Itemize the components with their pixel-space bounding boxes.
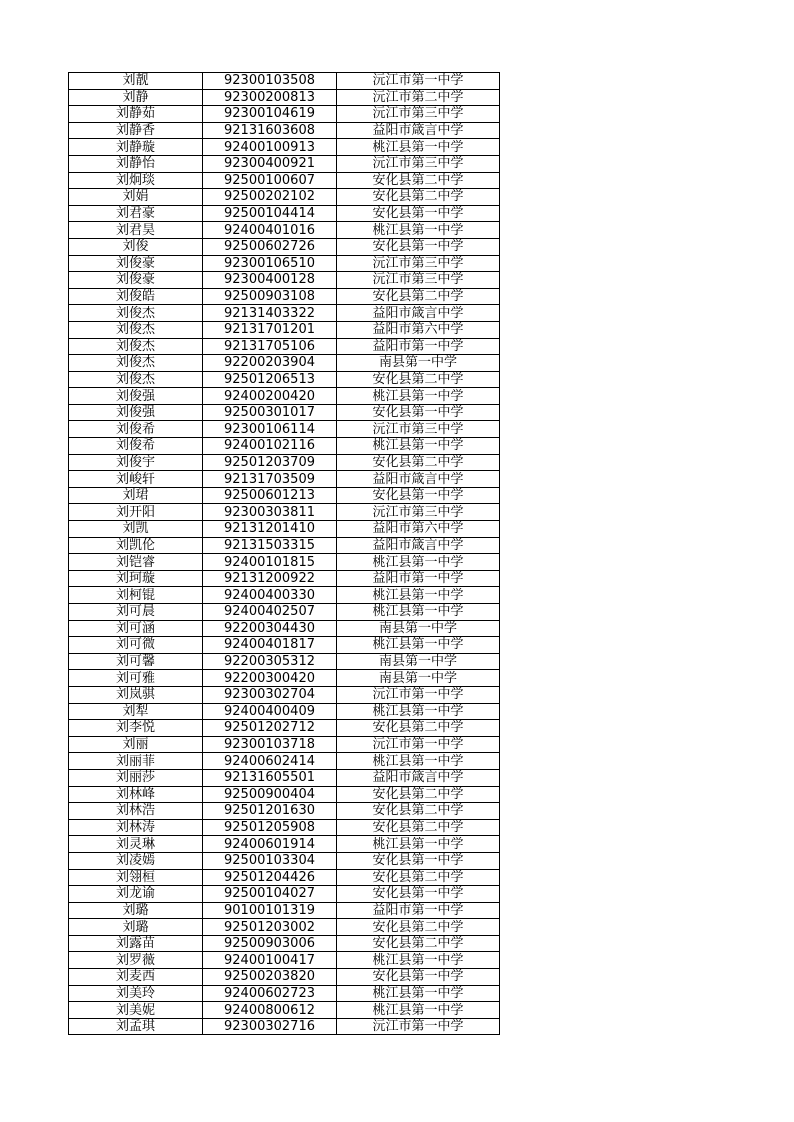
school-name-cell: 桃江县第一中学 <box>337 836 500 853</box>
student-name-cell: 刘俊豪 <box>69 255 203 272</box>
table-row <box>69 106 500 123</box>
school-name-cell: 益阳市第一中学 <box>337 338 500 355</box>
school-name-cell: 安化县第一中学 <box>337 886 500 903</box>
student-name-cell: 刘俊强 <box>69 388 203 405</box>
exam-number-cell: 92500301017 <box>203 404 337 421</box>
table-row <box>69 487 500 504</box>
school-name-cell: 安化县第二中学 <box>337 919 500 936</box>
table-row <box>69 122 500 139</box>
exam-number-cell: 92400102116 <box>203 438 337 455</box>
table-row <box>69 139 500 156</box>
exam-number-cell: 92131703509 <box>203 471 337 488</box>
school-name-cell: 沅江市第二中学 <box>337 89 500 106</box>
exam-number-cell: 90100101319 <box>203 902 337 919</box>
student-name-cell: 刘俊杰 <box>69 371 203 388</box>
exam-number-cell: 92300106114 <box>203 421 337 438</box>
exam-number-cell: 92300400128 <box>203 272 337 289</box>
school-name-cell: 桃江县第一中学 <box>337 587 500 604</box>
student-name-cell: 刘翎桓 <box>69 869 203 886</box>
school-name-cell: 益阳市第六中学 <box>337 521 500 538</box>
school-name-cell: 安化县第二中学 <box>337 371 500 388</box>
table-row <box>69 653 500 670</box>
table-row <box>69 288 500 305</box>
table-row <box>69 521 500 538</box>
school-name-cell: 桃江县第一中学 <box>337 703 500 720</box>
table-row <box>69 189 500 206</box>
school-name-cell: 益阳市箴言中学 <box>337 305 500 322</box>
school-name-cell: 安化县第二中学 <box>337 288 500 305</box>
table-row <box>69 438 500 455</box>
table-row <box>69 205 500 222</box>
table-row <box>69 321 500 338</box>
exam-number-cell: 92400101815 <box>203 554 337 571</box>
exam-number-cell: 92400402507 <box>203 604 337 621</box>
school-name-cell: 益阳市箴言中学 <box>337 471 500 488</box>
school-name-cell: 沅江市第一中学 <box>337 73 500 90</box>
table-row <box>69 769 500 786</box>
table-row <box>69 985 500 1002</box>
table-row <box>69 404 500 421</box>
school-name-cell: 安化县第一中学 <box>337 969 500 986</box>
school-name-cell: 南县第一中学 <box>337 653 500 670</box>
table-row <box>69 1002 500 1019</box>
exam-number-cell: 92501205908 <box>203 819 337 836</box>
table-row <box>69 836 500 853</box>
school-name-cell: 桃江县第一中学 <box>337 604 500 621</box>
student-name-cell: 刘凯伦 <box>69 537 203 554</box>
student-name-cell: 刘俊杰 <box>69 321 203 338</box>
exam-number-cell: 92300303811 <box>203 504 337 521</box>
table-row <box>69 620 500 637</box>
exam-number-cell: 92400400330 <box>203 587 337 604</box>
school-name-cell: 南县第一中学 <box>337 670 500 687</box>
student-name-cell: 刘俊宇 <box>69 454 203 471</box>
table-body <box>69 73 500 1035</box>
school-name-cell: 安化县第一中学 <box>337 404 500 421</box>
table-row <box>69 1018 500 1035</box>
table-row <box>69 73 500 90</box>
exam-number-cell: 92500903108 <box>203 288 337 305</box>
student-name-cell: 刘俊豪 <box>69 272 203 289</box>
exam-number-cell: 92400400409 <box>203 703 337 720</box>
school-name-cell: 益阳市第六中学 <box>337 321 500 338</box>
exam-number-cell: 92500202102 <box>203 189 337 206</box>
table-row <box>69 869 500 886</box>
school-name-cell: 沅江市第三中学 <box>337 421 500 438</box>
table-row <box>69 388 500 405</box>
student-name-cell: 刘林涛 <box>69 819 203 836</box>
exam-number-cell: 92501204426 <box>203 869 337 886</box>
school-name-cell: 安化县第二中学 <box>337 935 500 952</box>
exam-number-cell: 92501202712 <box>203 720 337 737</box>
exam-number-cell: 92400602723 <box>203 985 337 1002</box>
table-row <box>69 255 500 272</box>
student-name-cell: 刘俊杰 <box>69 338 203 355</box>
table-row <box>69 819 500 836</box>
exam-number-cell: 92500104027 <box>203 886 337 903</box>
student-name-cell: 刘俊杰 <box>69 305 203 322</box>
school-name-cell: 桃江县第一中学 <box>337 952 500 969</box>
table-row <box>69 504 500 521</box>
table-row <box>69 554 500 571</box>
table-row <box>69 371 500 388</box>
school-name-cell: 南县第一中学 <box>337 620 500 637</box>
school-name-cell: 桃江县第一中学 <box>337 438 500 455</box>
table-row <box>69 238 500 255</box>
school-name-cell: 益阳市箴言中学 <box>337 769 500 786</box>
school-name-cell: 沅江市第三中学 <box>337 255 500 272</box>
student-name-cell: 刘丽 <box>69 736 203 753</box>
table-row <box>69 604 500 621</box>
table-row <box>69 355 500 372</box>
student-name-cell: 刘凯 <box>69 521 203 538</box>
school-name-cell: 安化县第二中学 <box>337 803 500 820</box>
exam-number-cell: 92131705106 <box>203 338 337 355</box>
table-row <box>69 537 500 554</box>
student-name-cell: 刘俊强 <box>69 404 203 421</box>
school-name-cell: 益阳市箴言中学 <box>337 122 500 139</box>
student-name-cell: 刘可涵 <box>69 620 203 637</box>
table-row <box>69 587 500 604</box>
school-name-cell: 沅江市第一中学 <box>337 1018 500 1035</box>
school-name-cell: 南县第一中学 <box>337 355 500 372</box>
table-row <box>69 570 500 587</box>
school-name-cell: 沅江市第三中学 <box>337 155 500 172</box>
school-name-cell: 沅江市第一中学 <box>337 686 500 703</box>
table-row <box>69 305 500 322</box>
student-name-cell: 刘岚骐 <box>69 686 203 703</box>
exam-number-cell: 92200304430 <box>203 620 337 637</box>
student-name-cell: 刘君豪 <box>69 205 203 222</box>
student-name-cell: 刘俊希 <box>69 438 203 455</box>
table-row <box>69 902 500 919</box>
student-name-cell: 刘珂璇 <box>69 570 203 587</box>
student-name-cell: 刘珺 <box>69 487 203 504</box>
exam-number-cell: 92500203820 <box>203 969 337 986</box>
school-name-cell: 沅江市第三中学 <box>337 272 500 289</box>
exam-number-cell: 92500103304 <box>203 852 337 869</box>
table-row <box>69 720 500 737</box>
school-name-cell: 桃江县第一中学 <box>337 554 500 571</box>
student-name-cell: 刘可微 <box>69 637 203 654</box>
exam-number-cell: 92500104414 <box>203 205 337 222</box>
exam-number-cell: 92131503315 <box>203 537 337 554</box>
exam-number-cell: 92300106510 <box>203 255 337 272</box>
school-name-cell: 沅江市第一中学 <box>337 736 500 753</box>
student-name-cell: 刘璐 <box>69 919 203 936</box>
exam-number-cell: 92131605501 <box>203 769 337 786</box>
school-name-cell: 桃江县第一中学 <box>337 1002 500 1019</box>
student-name-cell: 刘可馨 <box>69 653 203 670</box>
student-name-cell: 刘可晨 <box>69 604 203 621</box>
student-name-cell: 刘娟 <box>69 189 203 206</box>
student-name-cell: 刘丽莎 <box>69 769 203 786</box>
student-name-cell: 刘靓 <box>69 73 203 90</box>
school-name-cell: 益阳市箴言中学 <box>337 537 500 554</box>
student-name-cell: 刘俊希 <box>69 421 203 438</box>
school-name-cell: 安化县第一中学 <box>337 852 500 869</box>
student-name-cell: 刘静茹 <box>69 106 203 123</box>
exam-number-cell: 92501201630 <box>203 803 337 820</box>
student-name-cell: 刘静怡 <box>69 155 203 172</box>
table-row <box>69 935 500 952</box>
student-name-cell: 刘开阳 <box>69 504 203 521</box>
exam-number-cell: 92300103508 <box>203 73 337 90</box>
exam-number-cell: 92400100417 <box>203 952 337 969</box>
student-name-cell: 刘孟琪 <box>69 1018 203 1035</box>
exam-number-cell: 92300103718 <box>203 736 337 753</box>
school-name-cell: 益阳市第一中学 <box>337 570 500 587</box>
exam-number-cell: 92200305312 <box>203 653 337 670</box>
school-name-cell: 安化县第二中学 <box>337 189 500 206</box>
school-name-cell: 桃江县第一中学 <box>337 985 500 1002</box>
table-row <box>69 172 500 189</box>
table-row <box>69 471 500 488</box>
student-name-cell: 刘柯锟 <box>69 587 203 604</box>
student-name-cell: 刘犁 <box>69 703 203 720</box>
school-name-cell: 桃江县第一中学 <box>337 637 500 654</box>
exam-number-cell: 92300200813 <box>203 89 337 106</box>
exam-number-cell: 92400100913 <box>203 139 337 156</box>
table-row <box>69 155 500 172</box>
exam-number-cell: 92131403322 <box>203 305 337 322</box>
student-name-cell: 刘静璇 <box>69 139 203 156</box>
table-row <box>69 338 500 355</box>
school-name-cell: 安化县第二中学 <box>337 869 500 886</box>
exam-number-cell: 92200203904 <box>203 355 337 372</box>
student-name-cell: 刘露苗 <box>69 935 203 952</box>
table-row <box>69 670 500 687</box>
exam-number-cell: 92300400921 <box>203 155 337 172</box>
exam-number-cell: 92300302704 <box>203 686 337 703</box>
exam-number-cell: 92400601914 <box>203 836 337 853</box>
table-row <box>69 89 500 106</box>
school-name-cell: 安化县第一中学 <box>337 238 500 255</box>
student-name-cell: 刘铠睿 <box>69 554 203 571</box>
exam-number-cell: 92131603608 <box>203 122 337 139</box>
exam-number-cell: 92500602726 <box>203 238 337 255</box>
exam-number-cell: 92500601213 <box>203 487 337 504</box>
exam-number-cell: 92131201410 <box>203 521 337 538</box>
student-table <box>68 72 500 1035</box>
student-name-cell: 刘麦西 <box>69 969 203 986</box>
student-name-cell: 刘林浩 <box>69 803 203 820</box>
school-name-cell: 安化县第二中学 <box>337 819 500 836</box>
exam-number-cell: 92501206513 <box>203 371 337 388</box>
school-name-cell: 安化县第二中学 <box>337 172 500 189</box>
exam-number-cell: 92400401817 <box>203 637 337 654</box>
student-name-cell: 刘君昊 <box>69 222 203 239</box>
student-name-cell: 刘灵琳 <box>69 836 203 853</box>
school-name-cell: 桃江县第一中学 <box>337 222 500 239</box>
student-name-cell: 刘李悦 <box>69 720 203 737</box>
table-row <box>69 703 500 720</box>
school-name-cell: 桃江县第一中学 <box>337 388 500 405</box>
student-name-cell: 刘美妮 <box>69 1002 203 1019</box>
exam-number-cell: 92400602414 <box>203 753 337 770</box>
student-name-cell: 刘璐 <box>69 902 203 919</box>
exam-number-cell: 92500100607 <box>203 172 337 189</box>
student-name-cell: 刘林峰 <box>69 786 203 803</box>
exam-number-cell: 92131200922 <box>203 570 337 587</box>
school-name-cell: 沅江市第三中学 <box>337 504 500 521</box>
student-name-cell: 刘龙谕 <box>69 886 203 903</box>
student-name-cell: 刘炯琰 <box>69 172 203 189</box>
table-row <box>69 919 500 936</box>
table-row <box>69 736 500 753</box>
school-name-cell: 安化县第二中学 <box>337 786 500 803</box>
exam-number-cell: 92501203002 <box>203 919 337 936</box>
student-name-cell: 刘静香 <box>69 122 203 139</box>
exam-number-cell: 92500900404 <box>203 786 337 803</box>
school-name-cell: 安化县第一中学 <box>337 205 500 222</box>
exam-number-cell: 92200300420 <box>203 670 337 687</box>
school-name-cell: 沅江市第三中学 <box>337 106 500 123</box>
exam-number-cell: 92400401016 <box>203 222 337 239</box>
student-name-cell: 刘罗薇 <box>69 952 203 969</box>
table-row <box>69 852 500 869</box>
school-name-cell: 安化县第二中学 <box>337 454 500 471</box>
school-name-cell: 安化县第一中学 <box>337 487 500 504</box>
table-row <box>69 222 500 239</box>
table-row <box>69 454 500 471</box>
exam-number-cell: 92300302716 <box>203 1018 337 1035</box>
table-row <box>69 272 500 289</box>
table-row <box>69 637 500 654</box>
table-row <box>69 803 500 820</box>
school-name-cell: 益阳市第一中学 <box>337 902 500 919</box>
exam-number-cell: 92400200420 <box>203 388 337 405</box>
school-name-cell: 桃江县第一中学 <box>337 753 500 770</box>
student-name-cell: 刘丽菲 <box>69 753 203 770</box>
school-name-cell: 桃江县第一中学 <box>337 139 500 156</box>
student-name-cell: 刘俊杰 <box>69 355 203 372</box>
student-name-cell: 刘静 <box>69 89 203 106</box>
student-name-cell: 刘俊皓 <box>69 288 203 305</box>
exam-number-cell: 92501203709 <box>203 454 337 471</box>
table-row <box>69 786 500 803</box>
student-name-cell: 刘峻轩 <box>69 471 203 488</box>
table-row <box>69 686 500 703</box>
student-name-cell: 刘凌嫣 <box>69 852 203 869</box>
student-name-cell: 刘可雅 <box>69 670 203 687</box>
exam-number-cell: 92300104619 <box>203 106 337 123</box>
table-row <box>69 969 500 986</box>
table-row <box>69 952 500 969</box>
exam-number-cell: 92131701201 <box>203 321 337 338</box>
student-name-cell: 刘俊 <box>69 238 203 255</box>
exam-number-cell: 92400800612 <box>203 1002 337 1019</box>
school-name-cell: 安化县第二中学 <box>337 720 500 737</box>
exam-number-cell: 92500903006 <box>203 935 337 952</box>
table-row <box>69 886 500 903</box>
table-row <box>69 421 500 438</box>
table-row <box>69 753 500 770</box>
student-name-cell: 刘美玲 <box>69 985 203 1002</box>
